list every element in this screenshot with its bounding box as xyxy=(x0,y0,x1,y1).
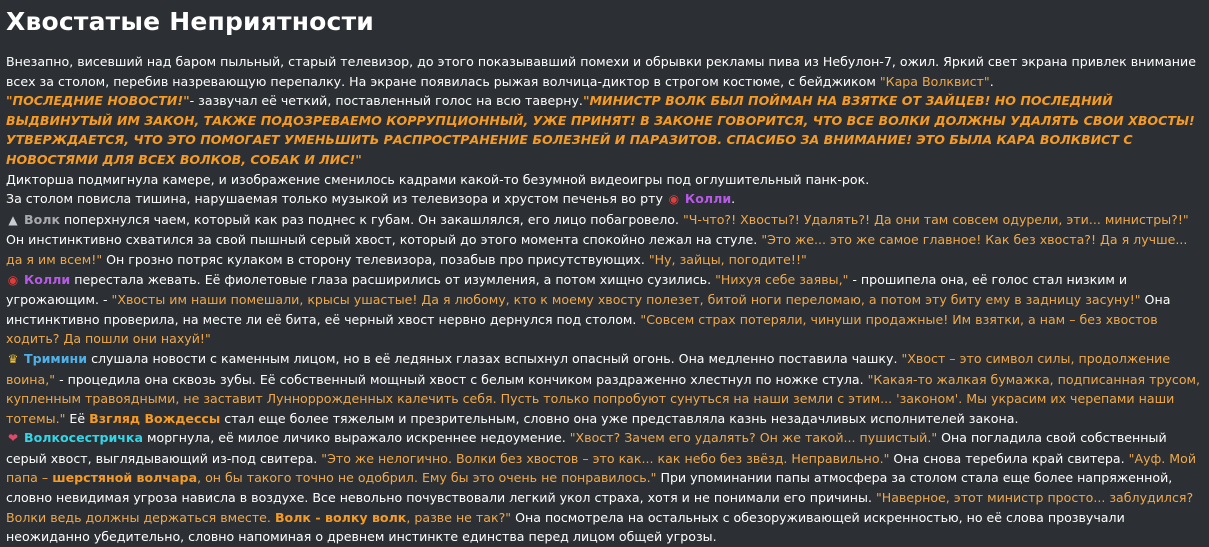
text: . xyxy=(731,191,736,207)
text: поперхнулся чаем, который как раз поднес к губам. Он закашлялся, его лицо побагровело. xyxy=(60,211,683,227)
ability-name: Взгляд Вождессы xyxy=(89,410,221,426)
character-name: Колли xyxy=(684,191,732,207)
badge-quote: "Кара Волквист" xyxy=(879,73,990,89)
paragraph-cutaway: Дикторша подмигнула камере, и изображение сменилось кадрами какой-то безумной видеоигры под оглушительный панк-рок. xyxy=(6,171,870,187)
emphasis-phrase: Волк - волку волк xyxy=(274,509,407,525)
character-name: Колли xyxy=(24,271,71,287)
character-name: шерстяной волчара xyxy=(52,470,198,486)
text: Её xyxy=(65,410,90,426)
text: Она снова теребила край свитера. xyxy=(889,450,1129,466)
text: Она инстинктивно проверила, на месте ли её бита, её черный хвост нервно дернулся под столом. xyxy=(6,292,1171,327)
dialogue-quote: "Хвосты им наши помешали, крысы ушастые! Да я любому, кто к моему хвосту полезет, битой ноги переломаю, а потом эту биту ему в задницу засуну!" xyxy=(111,292,1141,308)
dialogue-quote: "Хвост – это символ силы, продолжение воина," xyxy=(6,350,1171,387)
dialogue-quote: , он бы такого точно не одобрил. Ему бы это очень не понравилось." xyxy=(197,470,657,486)
devil-icon: ◉ xyxy=(7,272,19,287)
text: Он грозно потряс кулаком в сторону телевизора, позабыв про присутствующих. xyxy=(102,251,649,267)
paragraph-silence xyxy=(6,189,1203,210)
text: стал еще более тяжелым и презрительным, словно она уже представляла казнь незадачливых исполнителей закона. xyxy=(220,410,1019,426)
text: Он инстинктивно схватился за свой пышный серый хвост, который до этого момента спокойно лежал на стуле. xyxy=(6,232,762,248)
paragraph-news xyxy=(6,91,1203,169)
dialogue-quote: "Наверное, этот министр просто... заблудился? Волки ведь должны держаться вместе. xyxy=(6,490,1194,525)
text: За столом повисла тишина, нарушаемая только музыкой из телевизора и хрустом печенья во рту xyxy=(6,191,667,207)
wolf-icon: ▲ xyxy=(8,212,18,227)
devil-icon: ◉ xyxy=(668,192,680,207)
page-title: Хвостатые Неприятности xyxy=(6,7,374,36)
dialogue-quote: "Хвост? Зачем его удалять? Он же такой... пушистый." xyxy=(569,430,938,446)
news-quote: "МИНИСТР ВОЛК БЫЛ ПОЙМАН НА ВЗЯТКЕ ОТ ЗАЙЦЕВ! НО ПОСЛЕДНИЙ ВЫДВИНУТЫЙ ИМ ЗАКОН, ТАКЖЕ ПОДОЗРЕВАЕМО КОРРУПЦИОННЫЙ, УЖЕ ПРИНЯТ! В ЗАКОНЕ ГОВОРИТСЯ, ЧТО ВСЕ ВОЛКИ ДОЛЖНЫ УДАЛЯТЬ СВОИ ХВОСТЫ! УТВЕРЖДАЕТСЯ, ЧТО ЭТО ПОМОГАЕТ УМЕНЬШИТЬ РАСПРОСТРАНЕНИЕ БОЛЕЗНЕЙ И ПАРАЗИТОВ. СПАСИБО ЗА ВНИМАНИЕ! ЭТО БЫЛА КАРА ВОЛКВИСТ С НОВОСТЯМИ ДЛЯ ВСЕХ ВОЛКОВ, СОБАК И ЛИС!" xyxy=(6,93,1195,167)
dialogue-quote: "Ч-что?! Хвосты?! Удалять?! Да они там совсем одурели, эти... министры?!" xyxy=(682,211,1189,227)
dialogue-quote: "Какая-то жалкая бумажка, подписанная трусом, купленным травоядными, не заставит Лунноррожденных калечить себя. Пусть только попробуют сунуться на наши земли с этим... 'законом'. Мы украсим их черепами наши тотемы." xyxy=(6,371,1201,426)
text: моргнула, её милое личико выражало искреннее недоумение. xyxy=(142,430,570,446)
text: слушала новости с каменным лицом, но в её ледяных глазах вспыхнул опасный огонь. Она медленно поставила чашку. xyxy=(87,350,902,366)
paragraph-wolf xyxy=(6,210,1203,270)
text: Она посмотрела на остальных с обезоруживающей искренностью, но её слова прозвучали неожиданно убедительно, словно напоминая о древнем инстинкте единства перед лицом общей угрозы. xyxy=(6,509,1125,545)
text: перестала жевать. Её фиолетовые глаза расширились от изумления, а потом хищно сузились. xyxy=(70,271,716,287)
paragraph-collie xyxy=(6,270,1203,349)
text: - зазвучал её четкий, поставленный голос на всю таверну. xyxy=(189,93,583,109)
crown-icon: ♛ xyxy=(7,351,19,366)
paragraph-trimini xyxy=(6,349,1203,428)
dialogue-quote: "Ну, зайцы, погодите!!" xyxy=(648,251,807,267)
text: - прошипела она, её голос стал низким и угрожающим. - xyxy=(6,271,1128,308)
dialogue-quote: "Это же нелогично. Волки без хвостов – это как... как небо без звёзд. Неправильно." xyxy=(321,450,890,466)
dialogue-quote: "Ауф. Мой папа – xyxy=(6,450,1197,486)
dialogue-quote: "Это же... это же самое главное! Как без хвоста?! Да я лучше... да я им всем!" xyxy=(6,232,1188,267)
dialogue-quote: , разве не так?" xyxy=(406,509,512,525)
character-name: Тримини xyxy=(24,350,88,366)
news-quote: "ПОСЛЕДНИЕ НОВОСТИ!" xyxy=(6,93,190,109)
paragraph-tv xyxy=(6,52,1203,91)
heart-icon: ❤ xyxy=(7,431,19,446)
character-name: Волк xyxy=(24,211,61,227)
paragraph-wolfsister xyxy=(6,428,1203,547)
dialogue-quote: "Совсем страх потеряли, чинуши продажные! Им взятки, а нам – без хвостов ходить? Да пошли они нахуй!" xyxy=(6,311,1158,347)
text: Внезапно, висевший над баром пыльный, старый телевизор, до этого показывавший помехи и обрывки рекламы пива из Небулон-7, ожил. Яркий свет экрана привлек внимание всех за столом, перебив назревающую перепалку. На экране появилась рыжая волчица-диктор в строгом костюме, с бейджиком xyxy=(6,54,1196,89)
text: При упоминании папы атмосфера за столом стала еще более напряженной, словно невидимая угроза нависла в воздухе. Все невольно почувствовали легкий укол страха, хотя и не понимали его причины. xyxy=(6,470,1173,506)
text: - процедила она сквозь зубы. Её собственный мощный хвост с белым кончиком раздраженно хлестнул по ножке стула. xyxy=(55,371,868,387)
dialogue-quote: "Нихуя себе заявы," xyxy=(715,271,849,287)
character-name: Волкосестричка xyxy=(24,430,143,446)
text: . xyxy=(989,73,994,89)
text: Она погладила свой собственный серый хвост, выглядывающий из-под свитера. xyxy=(6,430,1167,466)
